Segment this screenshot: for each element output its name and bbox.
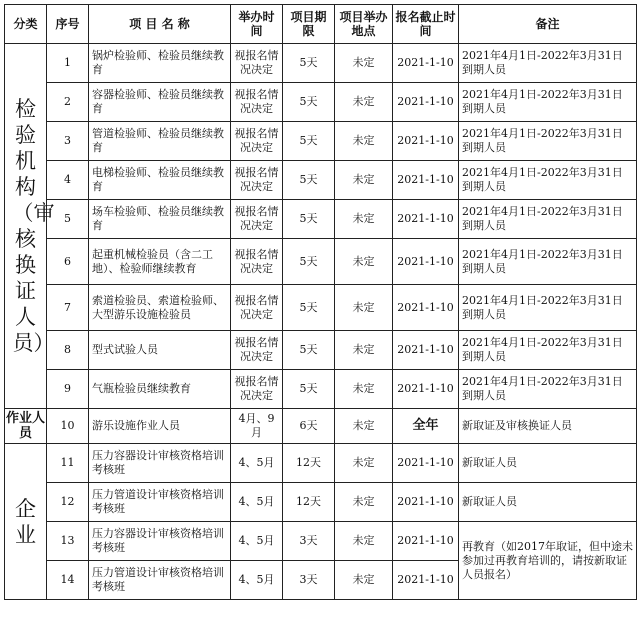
row-period: 5天: [283, 331, 335, 370]
header-time: 举办时间: [231, 5, 283, 44]
row-name: 型式试验人员: [89, 331, 231, 370]
row-time: 4、5月: [231, 483, 283, 522]
row-time: 4月、9月: [231, 409, 283, 444]
row-period: 5天: [283, 285, 335, 331]
header-period: 项目期限: [283, 5, 335, 44]
row-name: 容器检验师、检验员继续教育: [89, 83, 231, 122]
row-remark: 2021年4月1日-2022年3月31日到期人员: [459, 331, 637, 370]
table-row: [5, 409, 637, 444]
row-no: 7: [47, 285, 89, 331]
row-remark: 新取证人员: [459, 483, 637, 522]
row-period: 12天: [283, 444, 335, 483]
table-row: [5, 285, 637, 331]
row-deadline: 2021-1-10: [393, 239, 459, 285]
row-period: 6天: [283, 409, 335, 444]
row-no: 3: [47, 122, 89, 161]
table-row: [5, 161, 637, 200]
row-deadline: 2021-1-10: [393, 370, 459, 409]
row-no: 8: [47, 331, 89, 370]
row-no: 14: [47, 561, 89, 600]
row-deadline: 全年: [393, 409, 459, 444]
row-time: 4、5月: [231, 444, 283, 483]
row-period: 5天: [283, 122, 335, 161]
row-deadline: 2021-1-10: [393, 200, 459, 239]
row-deadline: 2021-1-10: [393, 285, 459, 331]
row-place: 未定: [335, 370, 393, 409]
row-place: 未定: [335, 561, 393, 600]
row-deadline: 2021-1-10: [393, 44, 459, 83]
row-deadline: 2021-1-10: [393, 122, 459, 161]
training-schedule: [4, 4, 637, 600]
header-remark: 备注: [459, 5, 637, 44]
row-place: 未定: [335, 161, 393, 200]
row-period: 5天: [283, 44, 335, 83]
row-deadline: 2021-1-10: [393, 161, 459, 200]
row-time: 视报名情况决定: [231, 44, 283, 83]
row-remark: 2021年4月1日-2022年3月31日到期人员: [459, 370, 637, 409]
row-deadline: 2021-1-10: [393, 444, 459, 483]
row-no: 12: [47, 483, 89, 522]
row-remark: 再教育（如2017年取证，但中途未参加过再教育培训的，请按新取证人员报名）: [459, 522, 637, 600]
table-row: [5, 444, 637, 483]
row-place: 未定: [335, 331, 393, 370]
row-remark: 新取证人员: [459, 444, 637, 483]
row-remark: 2021年4月1日-2022年3月31日到期人员: [459, 239, 637, 285]
row-place: 未定: [335, 200, 393, 239]
row-no: 5: [47, 200, 89, 239]
row-time: 视报名情况决定: [231, 200, 283, 239]
table-row: [5, 483, 637, 522]
row-time: 视报名情况决定: [231, 83, 283, 122]
row-period: 5天: [283, 161, 335, 200]
row-name: 电梯检验师、检验员继续教育: [89, 161, 231, 200]
row-name: 场车检验师、检验员继续教育: [89, 200, 231, 239]
row-place: 未定: [335, 483, 393, 522]
row-time: 视报名情况决定: [231, 239, 283, 285]
row-place: 未定: [335, 409, 393, 444]
row-name: 气瓶检验员继续教育: [89, 370, 231, 409]
row-remark: 2021年4月1日-2022年3月31日到期人员: [459, 122, 637, 161]
row-name: 压力管道设计审核资格培训考核班: [89, 561, 231, 600]
row-time: 视报名情况决定: [231, 161, 283, 200]
row-remark: 2021年4月1日-2022年3月31日到期人员: [459, 44, 637, 83]
row-period: 12天: [283, 483, 335, 522]
header-category: 分类: [5, 5, 47, 44]
row-name: 压力容器设计审核资格培训考核班: [89, 522, 231, 561]
row-no: 9: [47, 370, 89, 409]
row-place: 未定: [335, 285, 393, 331]
row-name: 压力管道设计审核资格培训考核班: [89, 483, 231, 522]
row-remark: 2021年4月1日-2022年3月31日到期人员: [459, 285, 637, 331]
row-time: 视报名情况决定: [231, 122, 283, 161]
row-deadline: 2021-1-10: [393, 561, 459, 600]
row-period: 5天: [283, 200, 335, 239]
row-place: 未定: [335, 239, 393, 285]
row-no: 13: [47, 522, 89, 561]
table-row: [5, 239, 637, 285]
row-no: 10: [47, 409, 89, 444]
row-time: 4、5月: [231, 522, 283, 561]
row-name: 管道检验师、检验员继续教育: [89, 122, 231, 161]
row-name: 游乐设施作业人员: [89, 409, 231, 444]
row-name: 索道检验员、索道检验师、大型游乐设施检验员: [89, 285, 231, 331]
row-remark: 2021年4月1日-2022年3月31日到期人员: [459, 83, 637, 122]
table-row: [5, 83, 637, 122]
table-row: [5, 44, 637, 83]
row-deadline: 2021-1-10: [393, 522, 459, 561]
row-period: 5天: [283, 370, 335, 409]
row-remark: 2021年4月1日-2022年3月31日到期人员: [459, 200, 637, 239]
category-cell: 企业: [5, 444, 47, 600]
row-time: 4、5月: [231, 561, 283, 600]
row-period: 3天: [283, 561, 335, 600]
row-deadline: 2021-1-10: [393, 483, 459, 522]
table-row: [5, 370, 637, 409]
row-place: 未定: [335, 83, 393, 122]
row-place: 未定: [335, 522, 393, 561]
row-period: 5天: [283, 239, 335, 285]
header-name: 项 目 名 称: [89, 5, 231, 44]
row-time: 视报名情况决定: [231, 370, 283, 409]
row-name: 起重机械检验员（含二工地）、检验师继续教育: [89, 239, 231, 285]
row-place: 未定: [335, 444, 393, 483]
row-remark: 新取证及审核换证人员: [459, 409, 637, 444]
row-place: 未定: [335, 44, 393, 83]
row-time: 视报名情况决定: [231, 285, 283, 331]
header-no: 序号: [47, 5, 89, 44]
row-no: 2: [47, 83, 89, 122]
table-row: [5, 331, 637, 370]
row-time: 视报名情况决定: [231, 331, 283, 370]
table-row: [5, 122, 637, 161]
row-no: 11: [47, 444, 89, 483]
row-no: 1: [47, 44, 89, 83]
table-row: [5, 200, 637, 239]
row-deadline: 2021-1-10: [393, 331, 459, 370]
header-place: 项目举办地点: [335, 5, 393, 44]
row-remark: 2021年4月1日-2022年3月31日到期人员: [459, 161, 637, 200]
row-period: 3天: [283, 522, 335, 561]
row-no: 6: [47, 239, 89, 285]
header-row: [5, 5, 637, 44]
category-cell: 检验机构（审核换证人员）: [5, 44, 47, 409]
row-name: 压力容器设计审核资格培训考核班: [89, 444, 231, 483]
row-name: 锅炉检验师、检验员继续教育: [89, 44, 231, 83]
row-no: 4: [47, 161, 89, 200]
row-place: 未定: [335, 122, 393, 161]
category-cell: 作业人员: [5, 409, 47, 444]
row-deadline: 2021-1-10: [393, 83, 459, 122]
table-row: [5, 522, 637, 561]
row-period: 5天: [283, 83, 335, 122]
header-deadline: 报名截止时间: [393, 5, 459, 44]
training-table: [4, 4, 637, 600]
